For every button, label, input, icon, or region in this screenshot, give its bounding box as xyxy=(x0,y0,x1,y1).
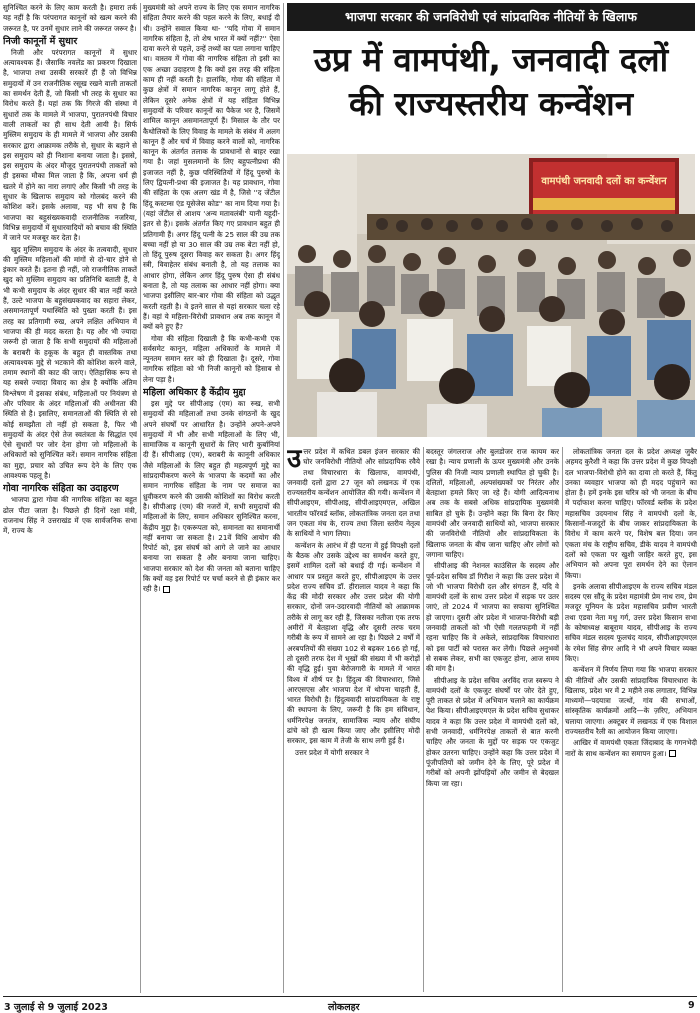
paragraph: लोकतांत्रिक जनता दल के प्रदेश अध्यक्ष जुबैर अहमद कुरैशी ने कहा कि उत्तर प्रदेश में कुछ विपक्षी दल भाजपा-विरोधी होने का दावा तो करते हैं, किंतु उनका व्यवहार भाजपा को ही मदद पहुंचाने का होता है। हमें इनके इस चरित्र को भी जनता के बीच में पर्दाफाश करना चाहिए। फॉरवर्ड ब्लॉक के प्रदेश महासचिव उदयनाथ सिंह ने वामपंथी दलों के, किसानों-मजदूरों के बीच जाकर सांप्रदायिकता के विरोध में काम करने पर, विशेष बल दिया। जन एकता मंच के राष्ट्रीय सचिव, डीके यादव ने वामपंथी दलों को एकता पर खुशी जाहिर करते हुए, इस अभियान को अपना पूरा समर्थन देने का ऐलान किया। xyxy=(565,447,697,580)
paragraph: निजी और परंपरागत कानूनों में सुधार अत्यावश्यक हैं। जैसाकि नवलेंड का प्रकरण दिखाता है, भाजपा तथा उसकी सरकारें ही हैं जो विभिन्न समुदायों में उन राजनीतिक रसूख रखने वाली ताकतों का समर्थन देती हैं, जो किसी भी तरह के सुधार का विरोध करते हैं। यहां तक कि गिरजे की संस्था में सुधारों तक के मामले में भाजपा, पुरातनपंथी विचार वाली ताकतों का ही साथ देती आयी है। सिर्फ मुस्लिम समुदाय के ही मामले में भाजपा और उसकी सरकार द्वारा आक्रामक तरीके से, सुधार के बहाने से इस समुदाय को ही निशाना बनाया जाता है। इससे, इस समुदाय के अंदर मौजूद पुरातनपंथी ताकतों को ही इसका मौका मिल जाता है कि, अपना धर्म ही खतरे में होने का नारा लगाएं और किसी भी तरह के सुधार के खिलाफ समुदाय को गोलबंद करने की कोशिश करें। इसके अलावा, यह भी सच है कि भाजपा का बहुसंख्यकवादी राजनीतिक नजरिया, विभिन्न समुदायों में सुधारवादियों को बचाव की स्थिति में जाने पर मजबूर कर देता है। xyxy=(3,47,137,243)
paragraph: खुद मुस्लिम समुदाय के अंदर के तत्ववादी, सुधार की मुस्लिम महिलाओं की मांगों से दो-चार होने से इंकार करते हैं। इतना ही नहीं, जो राजनीतिक ताकतें खुद को मुस्लिम समुदाय का प्रतिनिधि बताती हैं, वे भी कभी समुदाय के अंदर सुधार की बात नहीं करते हैं, उल्टे भाजपा के बहुसंख्यकवाद का सहारा लेकर, असमानतापूर्ण यथास्थिति को पुख्ता करती हैं। इस तरह का प्रतिगामी रुख, अपने लक्षित अभियान में भाजपा की ही मदद करता है। यह और भी ज्यादा जरूरी हो जाता है कि सभी समुदायों की महिलाओं के बराबरी के हकूक के बहुत ही वास्तविक तथा अत्यावश्यक मुद्दे से भटकाने की कोशिश करने वाले, तमाम स्थानों की काट की जाए। ऐतिहासिक रूप से यह सबसे ज्यादा विवाद का क्षेत्र है क्योंकि अंतिम विश्लेषण में इसका संबंध, महिलाओं पर नियंत्रण से और परिवार के अंदर महिलाओं की अधीनता की स्थिति से है। इसलिए, समानताओं की स्थिति से सो कोई समझौता तो नहीं हो सकता है, फिर भी समुदायों के अंदर ऐसे तेज स्वतंत्रता के सिद्धांत एवं ऐसे सुधारों पर जोर देना होगा जो महिलाओं के अधिकारों को सुनिश्चित करें। समान नागरिक संहिता का मुद्दा, प्रचार को उचित रूप देने के लिए एक आवश्यक पहलू है। xyxy=(3,244,137,481)
article-column-3 xyxy=(565,447,697,992)
paragraph: गोवा की संहिता दिखाती है कि कभी-कभी एक सर्वसमेट कानून, महिला अधिकारों के मामले में न्यूनतम समान स्तर को ही दिखाता है। दूसरे, गोवा नागरिक संहिता को भी निजी कानूनों को हिसाब से लेना पड़ा है। xyxy=(143,333,280,384)
footer-paper-name: लोकलहर xyxy=(328,1002,360,1013)
headline-line-2: की राज्यस्तरीय कन्वेंशन xyxy=(348,84,634,123)
paragraph xyxy=(143,399,280,595)
column-divider xyxy=(140,3,141,993)
paragraph xyxy=(565,738,697,759)
article-column-2 xyxy=(426,447,559,992)
end-mark-icon xyxy=(163,586,170,593)
page-footer xyxy=(0,1000,700,1013)
footer-rule xyxy=(3,996,697,997)
headline xyxy=(287,38,695,126)
drop-cap: उ xyxy=(287,447,302,474)
paragraph: भाजपा द्वारा गोवा की नागरिक संहिता का बहुत ढोल पीटा जाता है। पिछले ही दिनों रक्षा मंत्री, राजनाथ सिंह ने उत्तराखंड में एक सार्वजनिक सभा में, राज्य के xyxy=(3,495,137,536)
subheading: निजी कानूनों में सुधार xyxy=(3,35,78,47)
subheading: गोवा नागरिक संहिता का उदाहरण xyxy=(3,483,119,495)
paragraph: कन्वेंशन के आरंभ में ही पटना में हुई विपक्षी दलों के बैठक और उसके उद्देश्य का समर्थन करते हुए, इसमें शामिल दलों को बधाई दी गई। कन्वेंशन में आधार पत्र प्रस्तुत करते हुए, सीपीआइएम के उत्तर प्रदेश राज्य सचिव डॉ. हीरालाल यादव ने कहा कि केंद्र की मोदी सरकार और उत्तर प्रदेश की योगी सरकार, दोनों जन-उदारवादी नीतियों को आक्रामक तरीके से लागू कर रही हैं, जिसका नतीजा एक तरफ अमीरों में बेतहाशा वृद्धि और दूसरी तरफ चरम गरीबी के रूप में सामने आ रहा है। पिछले 2 वर्षों में अरबपतियों की संख्या 102 से बढ़कर 166 हो गई, तो दूसरी तरफ देश में भूखों की संख्या में भी करोड़ों की वृद्धि हुई। युवा बेरोजगारी के मामले में भारत विश्व में शीर्ष पर है। हिंदुत्व की विचारधारा, जिसे आरएसएस और भाजपा देश में थोपना चाहती हैं, भारत विरोधी है। हिंदुत्ववादी सांप्रदायिकता के राष्ट्र की स्थापना के लिए, जरूरी है कि हम संविधान, धर्मनिरपेक्ष जनतंत्र, सामाजिक न्याय और संघीय ढांचे को ही खत्म किया जाए और इसीलिए मोदी सरकार, इस काम में तेजी के साथ लगी हुई है। xyxy=(287,540,420,746)
paragraph: बदस्तूर जंगलराज और बुलडोजर राज कायम कर रखा है। न्याय प्रणाली के ऊपर मुख्यमंत्री और उनके पुलिस की निजी न्याय प्रणाली स्थापित हो चुकी है। दलितों, महिलाओं, अल्पसंख्यकों पर निरंतर और बेतहाशा हमले किए जा रहे हैं। योगी आदित्यनाथ अब तक के सबसे अधिक सांप्रदायिक मुख्यमंत्री साबित हो चुके हैं। उन्होंने कहा कि बिना देर किए वामपंथी और जनवादी साथियों को, भाजपा सरकार की जनविरोधी नीतियों और सांप्रदायिकता के खिलाफ जनता के बीच जाना चाहिए और लोगों को जगाना चाहिए। xyxy=(426,447,559,559)
section-banner: भाजपा सरकार की जनविरोधी एवं सांप्रदायिक नीतियों के खिलाफ xyxy=(287,3,695,31)
left-column-2 xyxy=(143,3,280,993)
footer-page-number: 9 xyxy=(688,1000,695,1011)
column-divider xyxy=(283,3,284,993)
end-mark-icon xyxy=(669,750,676,757)
paragraph: सुनिश्चित करने के लिए काम करती है। हमारा तर्क यह नहीं है कि परंपरागत कानूनों को खत्म करने की जरूरत है, पर उनमें सुधार लाने की जरूरत जरूर है। xyxy=(3,3,137,33)
paragraph-text: इस मुद्दे पर सीपीआइ (एम) का रुख, सभी समुदायों की महिलाओं तथा उनके संगठनों के खुद अपने संघर्षों पर आधारित है। उन्होंने अपने-अपने समुदायों में भी और सभी महिलाओं के लिए भी, सामाजिक व कानूनी सुधारों के लिए भारी कुर्बानियां दी हैं। सीपीआइ (एम), बराबरी के कानूनी अधिकार जैसे महिलाओं के लिए बहुत ही महत्वपूर्ण मुद्दे का सांप्रदायीकरण करने के भाजपा के कदमों का और समान नागरिक संहिता के नाम पर समाज का ध्रुवीकरण करने की उसकी कोशिशों का विरोध करती है। सीपीआइ (एम) की नजरों में, सभी समुदायों की महिलाओं के लिए, समान अधिकार सुनिश्चित करना, केंद्रीय मुद्दा है। एकरूपता को, समानता का समानार्थी नहीं बनाया जा सकता है। 21वें विधि आयोग की रिपोर्ट को, इस संघर्ष को आगे ले जाने का आधार बनाया जा सकता है और बनाया जाना चाहिए। भाजपा सरकार को देश की जनता को बताना चाहिए कि क्यों वह इस रिपोर्ट पर चर्चा करने से ही इंकार कर रही है। xyxy=(143,398,280,594)
paragraph: सीपीआइ के प्रदेश सचिव अरविंद राज स्वरूप ने वामपंथी दलों के एकजुट संघर्षों पर जोर देते हुए, पूरी ताकत से प्रदेश में अभियान चलाने का कार्यक्रम पेश किया। सीपीआइएमएल के प्रदेश सचिव सुधाकर यादव ने कहा कि उत्तर प्रदेश में वामपंथी दलों को, सभी जनवादी, धर्मनिरपेक्ष ताकतों से बात करनी चाहिए और जनता के मुद्दों पर सड़क पर एकजुट होकर उतरना चाहिए। उन्होंने कहा कि उत्तर प्रदेश में पूंजीपतियों को जमीन देने के लिए, पूरे प्रदेश में गरीबों को अपनी झोंपड़ियों और जमीन से बेदखल किया जा रहा। xyxy=(426,675,559,788)
paragraph: इनके अलावा सीपीआइएम के राज्य सचिव मंडल सदस्य एस सौंदू के प्रदेश महामंत्री प्रेम नाथ राय, प्रेम मजदूर यूनियन के प्रदेश महासचिव प्रवीण भारती तथा एडवा नेता मधु गर्ग, उत्तर प्रदेश किसान सभा के कोषाध्यक्ष बाबूराम यादव, सीपीआइ के राज्य सचिव मंडल सदस्य फूलचंद यादव, सीपीआइएमएल के रमेश सिंह सेंगर आदि ने भी अपने विचार व्यक्त किए। xyxy=(565,581,697,663)
left-column-1 xyxy=(3,3,137,993)
paragraph: मुख्यमंत्री को अपने राज्य के लिए एक समान नागरिक संहिता तैयार करने की पहल करने के लिए, बधाई दी थी। उन्होंने सवाल किया था- ''यदि गोवा में समान नागरिक संहिता है, तो शेष भारत में क्यों नहीं?'' ऐसा दावा करने से पहले, उन्हें तथ्यों का पता लगाना चाहिए था। वास्तव में गोवा की नागरिक संहिता तो इसी का एक अच्छा उदाहरण है कि क्यों इस तरह की संहिता काम ही नहीं करती है। हालांकि, गोवा की संहिता में कुछ क्षेत्रों में समान नागरिक कानून लागू होते हैं, लेकिन दूसरे अनेक क्षेत्रों में यह संहिता विभिन्न समुदायों के परिवार कानूनों का पैकेज भर है, जिसमें शामिल कानून असमानतापूर्ण हैं। मिसाल के तौर पर कैथोलिकों के लिए विवाह के मामले के संबंध में अलग कानून हैं और चर्च में विवाह करने वालों को, नागरिक कानून के अंतर्गत तलाक के प्रावधानों से बाहर रखा गया है। जहां मुसलमानों के लिए बहुपत्नीप्रथा की इजाजत नहीं है, कुछ परिस्थितियों में हिंदू पुरुषों के लिए द्विपत्नी-प्रथा की इजाजत है। यह प्रावधान, गोवा की संहिता के एक अलग खंड में है, जिसे ''द जेंटील हिंदू कस्टम्स एंड यूसेजेस कोड'' का नाम दिया गया है। (यहां जेंटील से आशय 'अन्य मतावलंबी' यानी यहूदी-इतर से है)। इसके अंतर्गत किए गए प्रावधान बहुत ही प्रतिगामी हैं। अगर हिंदू पत्नी के 25 साल की उम्र तक बच्चा नहीं हो या 30 साल की उम्र तक बेटा नहीं हो, तो हिंदू पुरुष दूसरा विवाह कर सकता है। अगर हिंदू स्त्री, विवाहेतर संबंध बनाती है, तो यह तलाक का आधार होगा, लेकिन अगर हिंदू पुरुष ऐसा ही संबंध बनाता है, तो यह तलाक का आधार नहीं होगा। क्या भाजपा इसीलिए बार-बार गोवा की संहिता को उद्धृत करती रहती है। वे इतने साल से यहां सरकार चला रहे हैं। वहां ये महिला-विरोधी प्रावधान अब तक कानून में क्यों बने हुए हैं? xyxy=(143,3,280,332)
paragraph xyxy=(287,447,420,540)
convention-photo xyxy=(287,154,695,437)
paragraph: सीपीआइ की नेशनल काउंसिल के सदस्य और पूर्व-प्रदेश सचिव डॉ गिरीश ने कहा कि उत्तर प्रदेश में जो भी भाजपा विरोधी दल और संगठन हैं, यदि वे वामपंथी दलों के साथ उत्तर प्रदेश में सड़क पर उतर जाएं, तो 2024 में भाजपा का सफाया सुनिश्चित हो जाएगा। दूसरी ओर प्रदेश में भाजपा-विरोधी बड़ी जनवादी ताकतों को भी ऐसी गलतफहमी में नहीं रहना चाहिए कि वे अकेले, सांप्रदायिक विचारधारा को इस पार्टी को परास्त कर लेंगी। पिछले अनुभवों से सबक लेकर, सभी का एकजुट होना, आज समय की मांग है। xyxy=(426,561,559,674)
footer-date: 3 जुलाई से 9 जुलाई 2023 xyxy=(4,1002,108,1013)
headline-line-1: उप्र में वामपंथी, जनवादी दलों xyxy=(313,40,669,79)
paragraph-text: आखिर में वामपंथी एकता जिंदाबाद के गगनभेदी नारों के साथ कन्वेंशन का समापन हुआ। xyxy=(565,738,697,758)
paragraph-text: त्तर प्रदेश में कथित डबल इंजन सरकार की घोर जनविरोधी नीतियों और सांप्रदायिक रवैये तथा विचारधारा के खिलाफ, वामपंथी, जनवादी दलों द्वारा 27 जून को लखनऊ में एक राज्यस्तरीय कन्वेंशन आयोजित की गयी। कन्वेंशन में सीपीआइएम, सीपीआइ, सीपीआइएमएल, अखिल भारतीय फॉरवर्ड ब्लॉक, लोकतांत्रिक जनता दल तथा जन एकता मंच के, राज्य तथा जिला स्तरीय नेतृत्व के साथियों ने भाग लिया। xyxy=(287,447,420,539)
paragraph: उत्तर प्रदेश में योगी सरकार ने xyxy=(295,747,369,757)
column-divider xyxy=(423,447,424,992)
subheading: महिला अधिकार है केंद्रीय मुद्दा xyxy=(143,386,246,398)
paragraph: कन्वेंशन में निर्णय लिया गया कि भाजपा सरकार की नीतियों और उसकी सांप्रदायिक विचारधारा के खिलाफ, प्रदेश भर में 2 महीने तक लगातार, विभिन्न माध्यमों—पदयात्रा जत्थों, गांव की सभाओं, सांस्कृतिक कार्यक्रमों आदि—के ज़रिए, अभियान चलाया जाएगा। अक्टूबर में लखनऊ में एक विशाल राज्यस्तरीय रैली का आयोजन किया जाएगा। xyxy=(565,665,697,737)
article-column-1 xyxy=(287,447,420,992)
column-divider xyxy=(562,447,563,992)
photo-banner-text: वामपंथी जनवादी दलों का कन्वेंशन xyxy=(541,176,667,187)
